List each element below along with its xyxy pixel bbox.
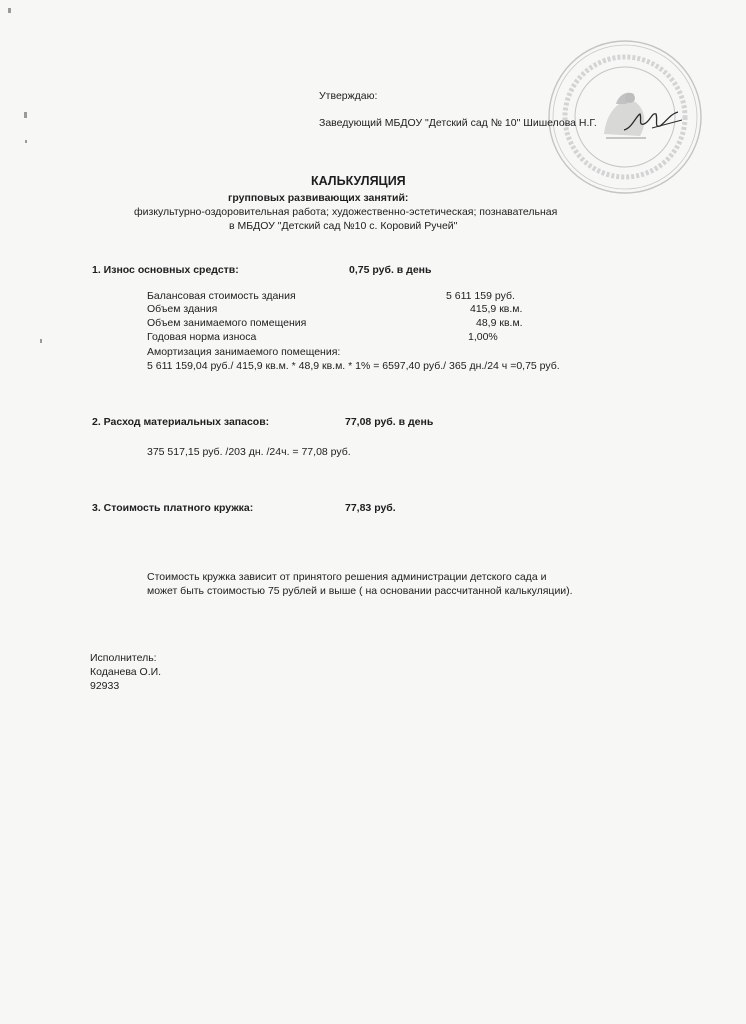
signature [622,108,684,134]
executor-label: Исполнитель: [90,652,157,664]
note-line-2: может быть стоимостью 75 рублей и выше ( на основании рассчитанной калькуляции). [147,585,573,597]
section-1-row-label: Объем здания [147,303,218,315]
section-2-heading: 2. Расход материальных запасов: [92,416,270,428]
section-1-row-label: Объем занимаемого помещения [147,317,307,329]
scan-mark [25,140,27,143]
scan-mark [24,112,27,118]
scan-mark [40,339,42,343]
section-1-row-label: Годовая норма износа [147,331,257,343]
title-line-3: в МБДОУ "Детский сад №10 с. Коровий Ручей" [229,220,458,232]
scan-mark [8,8,11,13]
section-1-formula: 5 611 159,04 руб./ 415,9 кв.м. * 48,9 кв.м. * 1% = 6597,40 руб./ 365 дн./24 ч =0,75 руб. [147,360,560,372]
section-1-row-label: Балансовая стоимость здания [147,290,296,302]
approval-head: Заведующий МБДОУ "Детский сад № 10" Шишелова Н.Г. [319,117,597,129]
executor-phone: 92933 [90,680,120,692]
section-2-total: 77,08 руб. в день [345,416,434,428]
title-line-1: групповых развивающих занятий: [228,192,409,204]
approval-label: Утверждаю: [319,90,378,102]
section-1-total: 0,75 руб. в день [349,264,432,276]
section-1-amortization-label: Амортизация занимаемого помещения: [147,346,341,358]
section-1-row-value: 48,9 кв.м. [476,317,523,329]
section-2-formula: 375 517,15 руб. /203 дн. /24ч. = 77,08 руб. [147,446,351,458]
section-1-heading: 1. Износ основных средств: [92,264,239,276]
document-title: КАЛЬКУЛЯЦИЯ [311,174,406,188]
section-1-row-value: 415,9 кв.м. [470,303,523,315]
section-3-heading: 3. Стоимость платного кружка: [92,502,254,514]
section-3-total: 77,83 руб. [345,502,396,514]
title-line-2: физкультурно-оздоровительная работа; художественно-эстетическая; познавательная [134,206,558,218]
section-1-row-value: 5 611 159 руб. [446,290,515,302]
section-1-row-value: 1,00% [468,331,498,343]
note-line-1: Стоимость кружка зависит от принятого решения администрации детского сада и [147,571,547,583]
executor-name: Коданева О.И. [90,666,162,678]
